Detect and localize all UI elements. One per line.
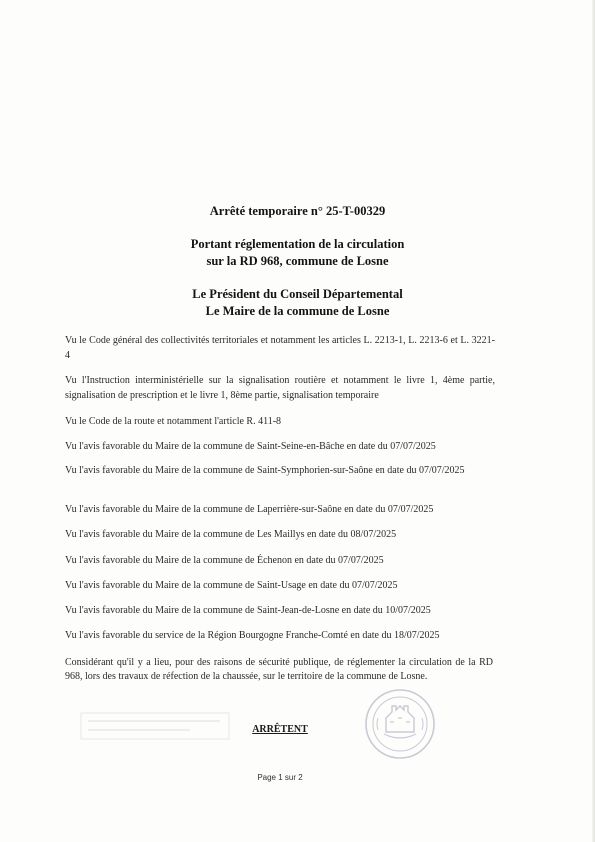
decree-title <box>0 203 595 220</box>
vu-item: Vu le Code de la route et notamment l'article R. 411-8 <box>65 416 282 427</box>
decree-subtitle-line: Portant réglementation de la circulation <box>190 237 405 251</box>
vu-item: Vu l'avis favorable du Maire de la commune de Saint-Symphorien-sur-Saône en date du 07/07/2025 <box>65 465 465 476</box>
page-footer: Page 1 sur 2 <box>257 773 303 782</box>
vu-item: Vu l'avis favorable du Maire de la commune de Saint-Seine-en-Bâche en date du 07/07/2025 <box>65 441 436 452</box>
decree-title-text: Arrêté temporaire n° 25-T-00329 <box>209 204 386 218</box>
arretent-heading: ARRÊTENT <box>252 724 308 735</box>
vu-item: Vu l'avis favorable du Maire de la commune de Échenon en date du 07/07/2025 <box>65 555 384 566</box>
decree-subtitle <box>0 236 595 270</box>
vu-item: Vu l'avis favorable du Maire de la commune de Les Maillys en date du 08/07/2025 <box>65 529 397 540</box>
vu-item: Vu le Code général des collectivités territoriales et notamment les articles L. 2213-1, L. 2213-6 et L. 3221-4 <box>65 335 495 361</box>
vu-item: Vu l'avis favorable du Maire de la commune de Saint-Jean-de-Losne en date du 10/07/2025 <box>65 605 431 616</box>
decree-authorities <box>0 286 595 320</box>
authority-line: Le Maire de la commune de Losne <box>205 304 390 318</box>
municipal-seal-icon <box>364 688 436 760</box>
vu-item: Vu l'avis favorable du Maire de la commune de Saint-Usage en date du 07/07/2025 <box>65 580 398 591</box>
vu-item: Vu l'Instruction interministérielle sur la signalisation routière et notamment le livre 1, 4ème partie, signalisation de prescription et le livre 1, 8ème partie, signalisation temporaire <box>65 375 495 401</box>
vu-item: Vu l'avis favorable du service de la Région Bourgogne Franche-Comté en date du 18/07/2025 <box>65 630 440 641</box>
considerant-paragraph: Considérant qu'il y a lieu, pour des raisons de sécurité publique, de réglementer la circulation de la RD 968, lors des travaux de réfection de la chaussée, sur le territoire de la commune de Losne. <box>65 657 493 682</box>
vu-item: Vu l'avis favorable du Maire de la commune de Laperrière-sur-Saône en date du 07/07/2025 <box>65 504 434 515</box>
authority-line: Le Président du Conseil Départemental <box>192 287 403 301</box>
decree-subtitle-line: sur la RD 968, commune de Losne <box>206 254 389 268</box>
